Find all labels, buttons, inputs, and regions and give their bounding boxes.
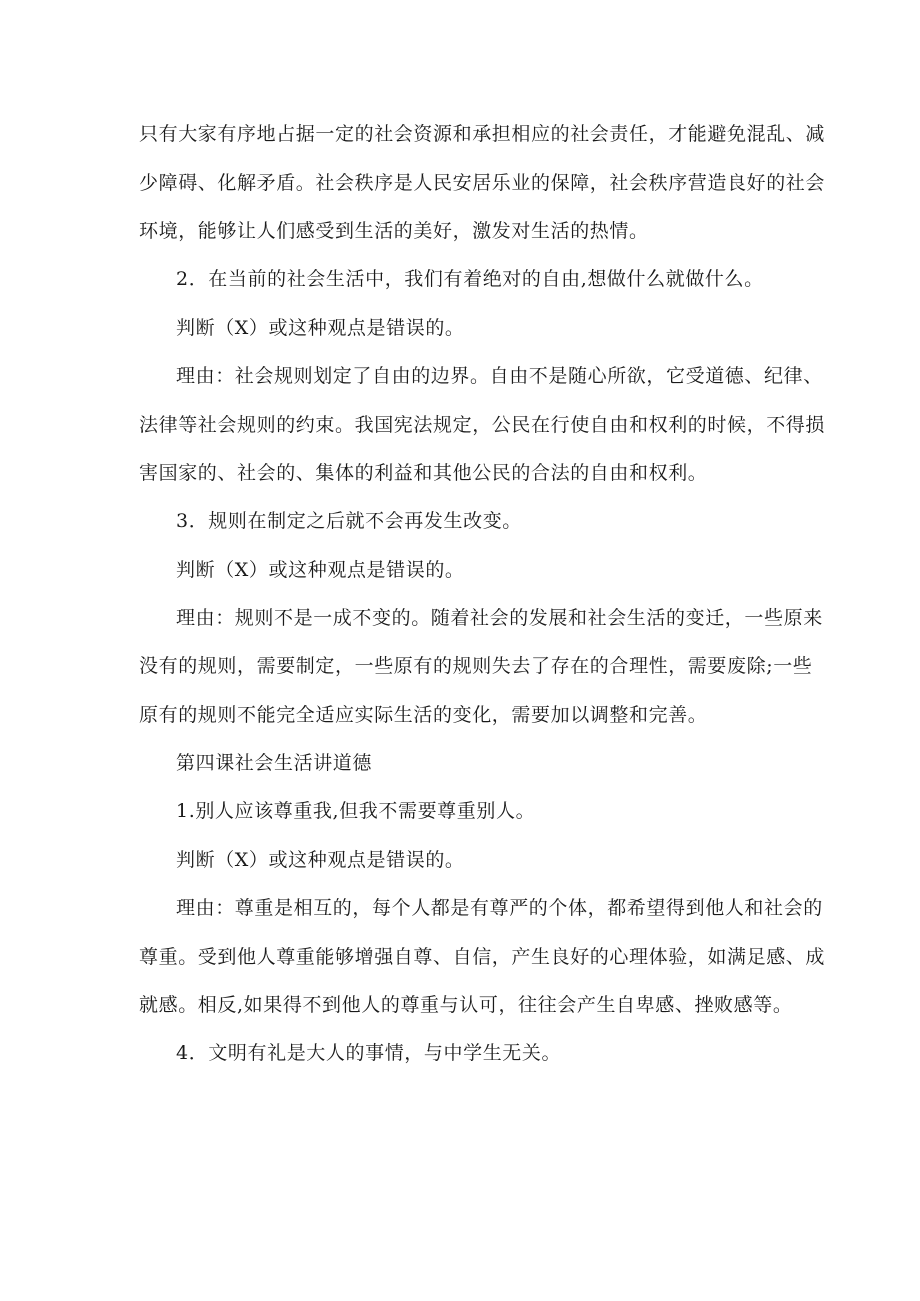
judgment-line: 判断（X）或这种观点是错误的。	[176, 849, 465, 871]
body-text-line: 少障碍、化解矛盾。社会秩序是人民安居乐业的保障，社会秩序营造良好的社会	[139, 172, 826, 194]
body-text-line: 法律等社会规则的约束。我国宪法规定，公民在行使自由和权利的时候，不得损	[139, 414, 826, 436]
body-text-line: 尊重。受到他人尊重能够增强自尊、自信，产生良好的心理体验，如满足感、成	[139, 946, 826, 968]
body-text-line: 只有大家有序地占据一定的社会资源和承担相应的社会责任，才能避免混乱、减	[139, 123, 826, 145]
lesson-heading: 第四课社会生活讲道德	[176, 752, 373, 774]
reason-line: 理由：社会规则划定了自由的边界。自由不是随心所欲，它受道德、纪律、	[176, 365, 823, 387]
body-text-line: 没有的规则，需要制定，一些原有的规则失去了存在的合理性，需要废除;一些	[139, 655, 813, 677]
body-text-line: 害国家的、社会的、集体的利益和其他公民的合法的自由和权利。	[139, 462, 708, 484]
judgment-line: 判断（X）或这种观点是错误的。	[176, 559, 465, 581]
body-text-line: 就感。相反,如果得不到他人的尊重与认可，往往会产生自卑感、挫败感等。	[139, 994, 793, 1016]
question-4: 4．文明有礼是大人的事情，与中学生无关。	[176, 1042, 562, 1064]
question-3: 3．规则在制定之后就不会再发生改变。	[176, 510, 522, 532]
question-1: 1.别人应该尊重我,但我不需要尊重别人。	[176, 800, 536, 822]
question-2: 2．在当前的社会生活中，我们有着绝对的自由,想做什么就做什么。	[176, 268, 764, 290]
body-text-line: 原有的规则不能完全适应实际生活的变化，需要加以调整和完善。	[139, 704, 708, 726]
body-text-line: 环境，能够让人们感受到生活的美好，激发对生活的热情。	[139, 220, 649, 242]
reason-line: 理由：尊重是相互的，每个人都是有尊严的个体，都希望得到他人和社会的	[176, 897, 823, 919]
reason-line: 理由：规则不是一成不变的。随着社会的发展和社会生活的变迁，一些原来	[176, 607, 823, 629]
judgment-line: 判断（X）或这种观点是错误的。	[176, 317, 465, 339]
